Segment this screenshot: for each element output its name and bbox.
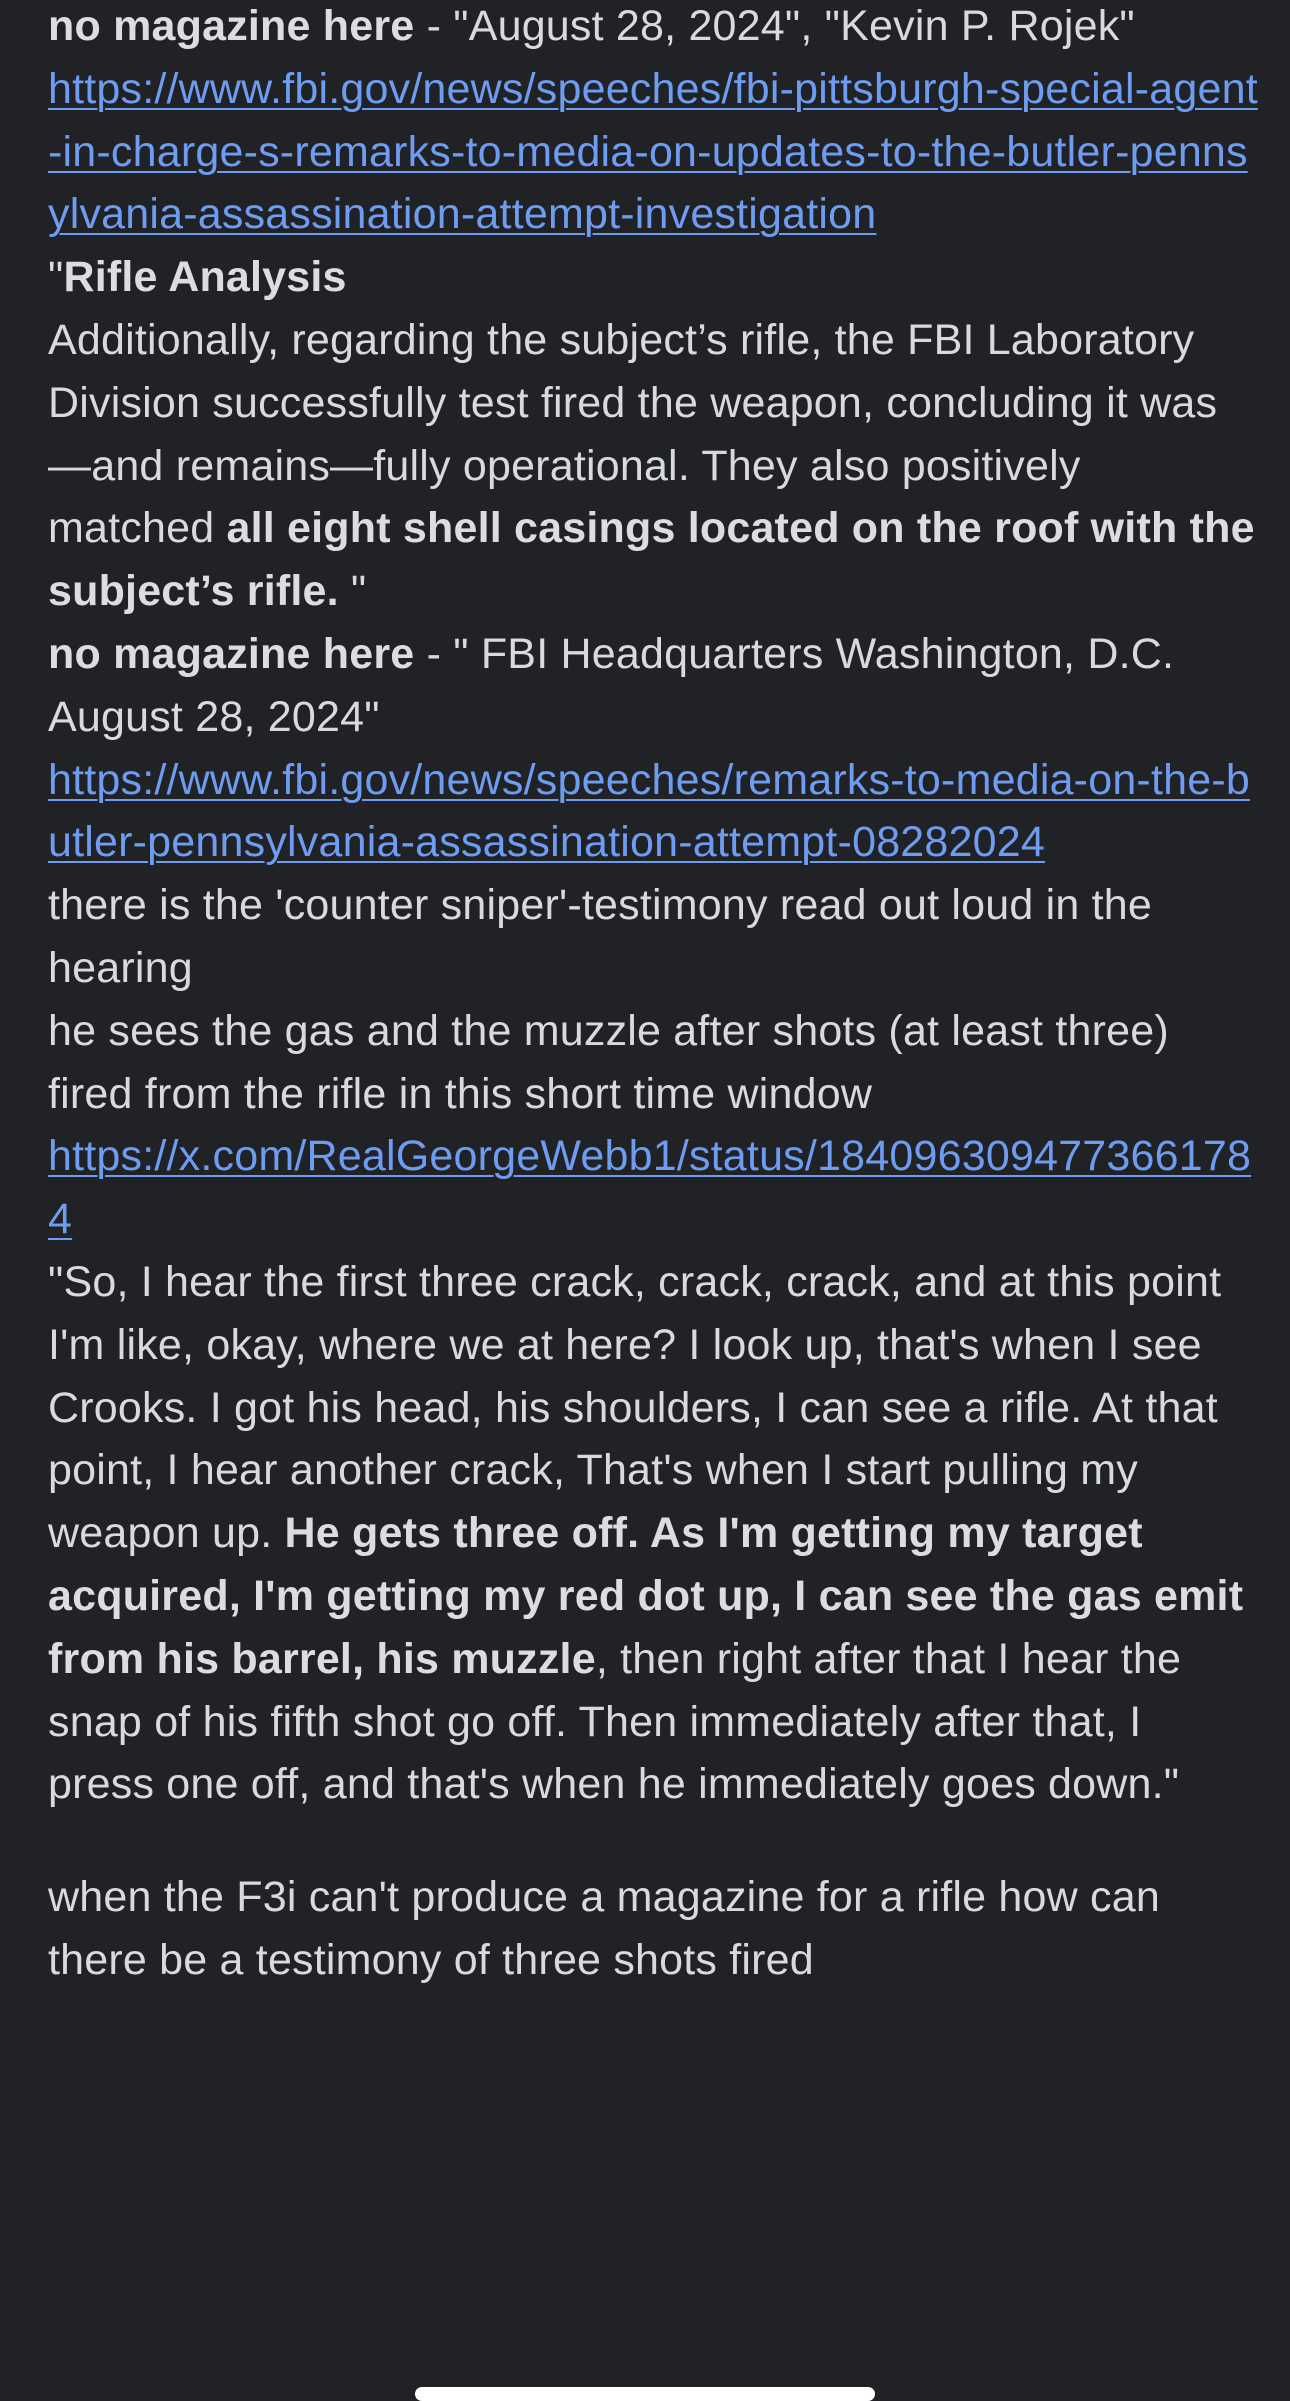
rifle-analysis-heading: Rifle Analysis	[63, 253, 347, 302]
source-1-text: - "August 28, 2024", "Kevin P. Rojek"	[414, 2, 1135, 50]
testimony-tail: , then right after that I hear the snap of his fifth shot go off. Then immediately after that, I press one off, and that's when he immediately goes down."	[48, 1634, 1182, 1809]
source-2-text: - " FBI Headquarters Washington, D.C. August 28, 2024"	[48, 629, 1175, 741]
x-status-link[interactable]: https://x.com/RealGeorgeWebb1/status/1840963094773661784	[48, 1132, 1252, 1244]
fbi-pittsburgh-remarks-link[interactable]: https://www.fbi.gov/news/speeches/fbi-pittsburgh-special-agent-in-charge-s-remarks-to-media-on-updates-to-the-butler-pennsylvania-assassination-attempt-investigation	[48, 64, 1258, 239]
link-paragraph-1	[48, 58, 1258, 246]
rifle-analysis-bold: all eight shell casings located on the roof with the subject’s rifle.	[48, 504, 1255, 616]
rifle-analysis-tail: "	[338, 567, 367, 616]
paragraph-rifle-analysis	[48, 309, 1258, 623]
link-paragraph-2	[48, 749, 1258, 875]
paragraph-source-2	[48, 623, 1258, 749]
paragraph-testimony-quote	[48, 1251, 1258, 1816]
post-body	[48, 0, 1258, 1992]
home-indicator[interactable]	[415, 2387, 875, 2401]
bold-no-magazine-2: no magazine here	[48, 629, 415, 678]
quote-open: "	[48, 253, 64, 302]
paragraph-rifle-heading	[48, 246, 1258, 309]
fbi-headquarters-remarks-link[interactable]: https://www.fbi.gov/news/speeches/remarks-to-media-on-the-butler-pennsylvania-assassination-attempt-08282024	[48, 755, 1250, 867]
paragraph-source-1	[48, 0, 1258, 58]
rifle-analysis-text: Additionally, regarding the subject’s rifle, the FBI Laboratory Division successfully test fired the weapon, concluding it was—and remains—fully operational. They also positively matched	[48, 315, 1218, 553]
paragraph-counter-sniper: there is the 'counter sniper'-testimony read out loud in the hearing	[48, 881, 1153, 992]
paragraph-gas-muzzle: he sees the gas and the muzzle after shots (at least three) fired from the rifle in this short time window	[48, 1006, 1169, 1118]
link-paragraph-3	[48, 1125, 1258, 1251]
paragraph-conclusion: when the F3i can't produce a magazine for a rifle how can there be a testimony of three shots fired	[48, 1873, 1160, 1984]
paragraph-spacer	[48, 1816, 1258, 1866]
testimony-text: "So, I hear the first three crack, crack, crack, and at this point I'm like, okay, where we at here? I look up, that's when I see Crooks. I got his head, his shoulders, I can see a rifle. At that point, I hear another crack, That's when I start pulling my weapon up.	[48, 1257, 1222, 1558]
testimony-bold: He gets three off. As I'm getting my target acquired, I'm getting my red dot up, I can see the gas emit from his barrel, his muzzle	[48, 1509, 1244, 1683]
bold-no-magazine-1: no magazine here	[48, 2, 415, 50]
